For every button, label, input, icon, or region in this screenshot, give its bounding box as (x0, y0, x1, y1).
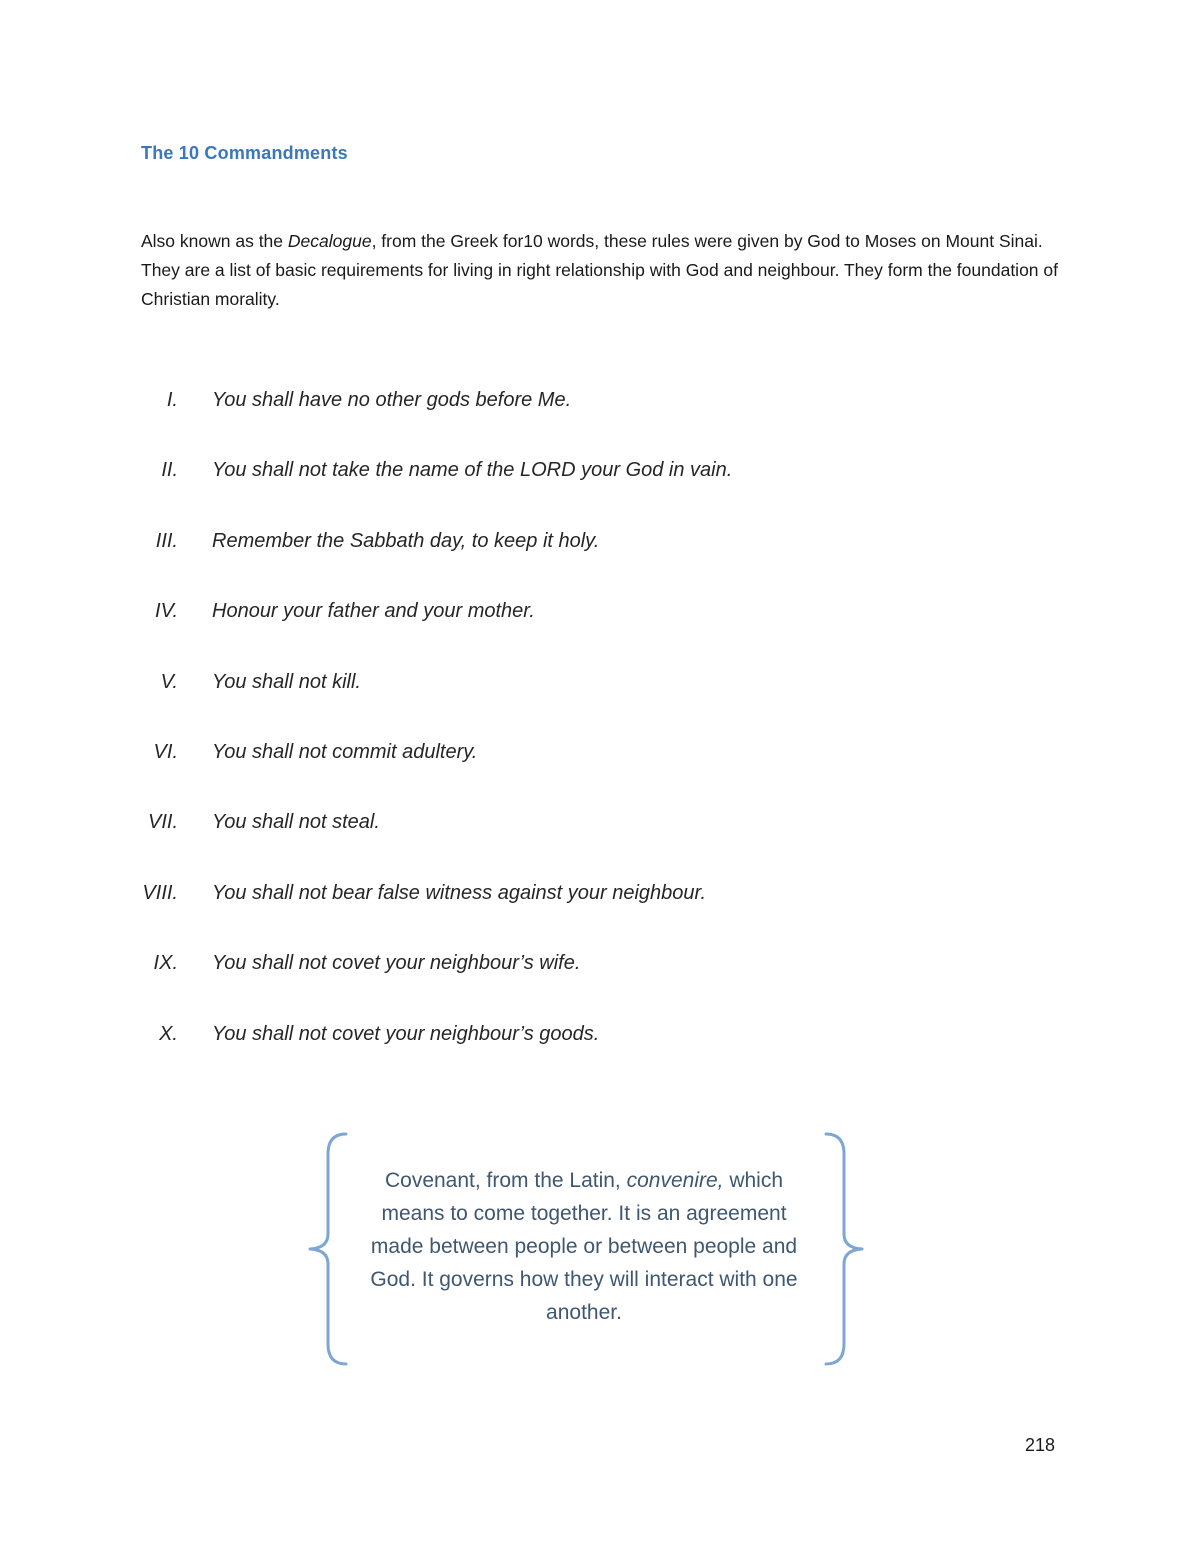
commandment-item (0, 948, 1200, 1018)
commandment-item (0, 807, 1200, 877)
commandment-item (0, 667, 1200, 737)
commandment-item (0, 878, 1200, 948)
commandment-text: You shall not steal. (212, 811, 380, 834)
commandment-numeral: VII. (147, 811, 178, 834)
left-brace-icon (310, 1134, 346, 1364)
commandment-item (0, 455, 1200, 525)
commandment-numeral: II. (161, 459, 178, 482)
intro-text-end: , from the Greek for10 words, these rules were given by God to Moses on Mount Sinai. They are a list of basic requirements for living in right relationship with God and neighbour. They form the foundation of Christian morality. (141, 231, 1058, 309)
callout-term: convenire, (626, 1169, 724, 1192)
commandment-item (0, 596, 1200, 666)
commandment-text: Honour your father and your mother. (212, 600, 535, 623)
commandment-numeral: III. (155, 529, 178, 552)
commandment-text: You shall not covet your neighbour’s goods. (212, 1022, 600, 1045)
covenant-callout (300, 1128, 870, 1372)
commandment-numeral: IV. (155, 600, 178, 623)
commandment-numeral: I. (166, 389, 178, 411)
commandment-numeral: V. (160, 670, 178, 693)
intro-paragraph (141, 227, 1081, 314)
commandment-text: Remember the Sabbath day, to keep it holy. (212, 529, 600, 552)
right-brace-icon (826, 1134, 862, 1364)
commandment-numeral: VIII. (142, 881, 178, 904)
commandment-item (0, 526, 1200, 596)
callout-text-end: which means to come together. It is an agreement made between people or between people and God. It governs how they will interact with one another. (370, 1169, 798, 1324)
commandment-item (0, 385, 1200, 455)
commandment-text: You shall not kill. (212, 670, 361, 693)
commandment-item (0, 1019, 1200, 1089)
intro-term: Decalogue (287, 231, 372, 251)
callout-text-start: Covenant, from the Latin, (384, 1169, 627, 1192)
intro-text-start: Also known as the (141, 231, 288, 251)
commandment-text: You shall not commit adultery. (212, 740, 478, 763)
commandment-text: You shall not covet your neighbour’s wife. (212, 952, 581, 975)
commandment-numeral: X. (159, 1022, 178, 1045)
commandment-numeral: IX. (153, 952, 178, 975)
commandment-text: You shall have no other gods before Me. (212, 389, 572, 411)
callout-text (364, 1164, 804, 1329)
commandment-numeral: VI. (153, 740, 178, 763)
commandment-text: You shall not take the name of the LORD your God in vain. (212, 459, 733, 482)
page-number: 218 (1025, 1435, 1056, 1455)
commandments-list (0, 385, 1200, 1089)
commandment-item (0, 737, 1200, 807)
commandment-text: You shall not bear false witness against your neighbour. (212, 881, 707, 904)
page-heading: The 10 Commandments (141, 143, 348, 163)
